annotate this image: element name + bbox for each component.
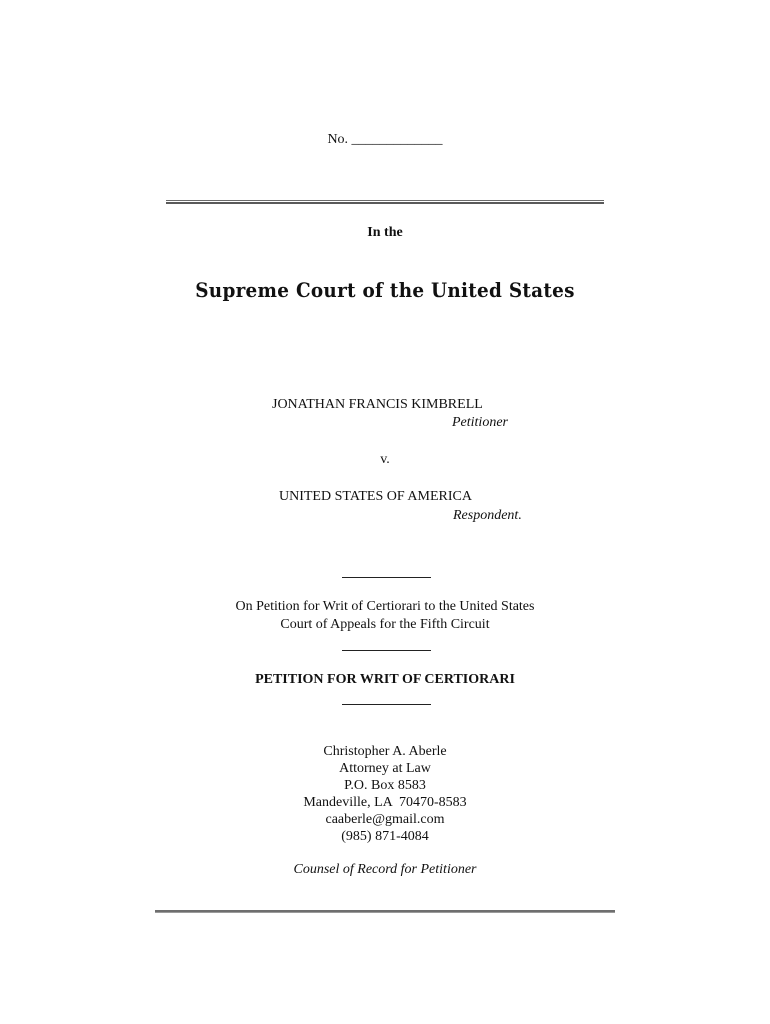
top-double-rule: [166, 200, 604, 205]
separator-rule-3: [342, 704, 431, 705]
court-name-heading: Supreme Court of the United States: [195, 278, 575, 302]
counsel-email: caaberle@gmail.com: [325, 812, 445, 827]
petition-on-line-2: Court of Appeals for the Fifth Circuit: [280, 617, 490, 632]
counsel-name: Christopher A. Aberle: [323, 744, 447, 759]
counsel-city-state-zip: Mandeville, LA 70470-8583: [303, 795, 467, 810]
docket-number: No. _____________: [327, 132, 443, 147]
separator-rule-2: [342, 650, 431, 651]
in-the-heading: In the: [367, 225, 403, 240]
document-title: PETITION FOR WRIT OF CERTIORARI: [255, 672, 515, 687]
versus-label: v.: [380, 452, 390, 467]
counsel-phone: (985) 871-4084: [341, 829, 429, 844]
petitioner-name: JONATHAN FRANCIS KIMBRELL: [272, 397, 483, 412]
bottom-rule: [155, 910, 615, 913]
respondent-name: UNITED STATES OF AMERICA: [279, 489, 472, 504]
petitioner-role: Petitioner: [452, 415, 508, 430]
counsel-po-box: P.O. Box 8583: [344, 778, 426, 793]
petition-on-line-1: On Petition for Writ of Certiorari to the United States: [235, 599, 535, 614]
respondent-role: Respondent.: [453, 508, 522, 523]
separator-rule-1: [342, 577, 431, 578]
counsel-designation: Counsel of Record for Petitioner: [293, 862, 477, 877]
counsel-title: Attorney at Law: [339, 761, 431, 776]
